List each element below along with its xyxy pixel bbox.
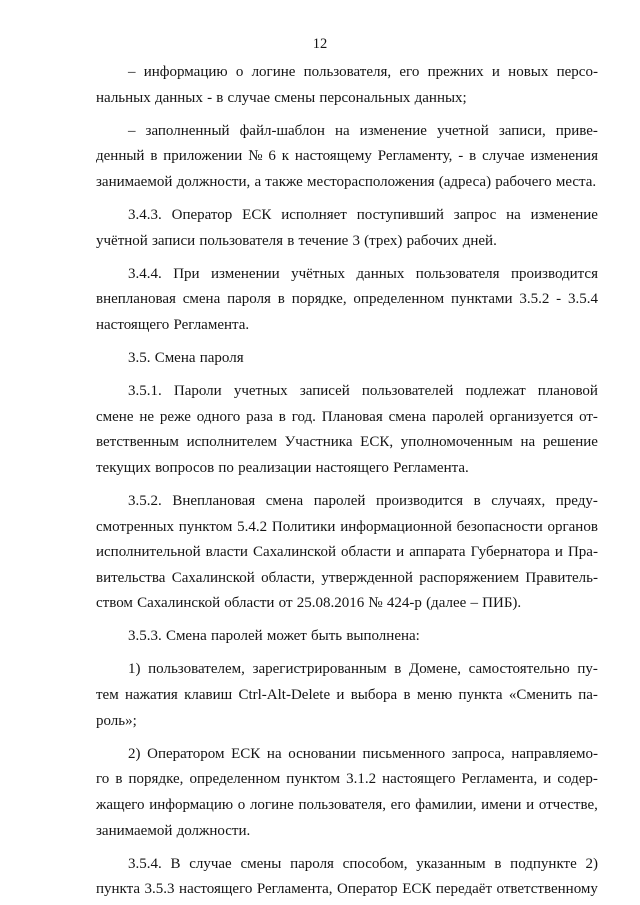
word: и [336, 687, 345, 704]
word: Регламенту, [377, 148, 453, 165]
word: пунктом [178, 518, 233, 535]
word: Правитель- [525, 569, 598, 586]
word: Ctrl-Alt-Delete [238, 687, 331, 704]
text-line [128, 742, 598, 768]
text-line [96, 540, 598, 566]
word: аппарата [409, 544, 466, 561]
word: – [128, 64, 136, 80]
page-number: 12 [312, 36, 328, 52]
word: настоящего [96, 316, 170, 333]
word: файл-шаблон [239, 122, 325, 139]
word: занимаемой [96, 822, 173, 839]
text-line [96, 170, 598, 196]
word: выбора [350, 687, 398, 704]
word: пароля [227, 291, 271, 308]
word: области, [261, 569, 316, 586]
text-line [96, 566, 598, 592]
paragraph-gap [96, 650, 598, 658]
paragraph-gap [96, 338, 598, 346]
word: Политики [271, 518, 336, 535]
word: в [115, 771, 123, 788]
text-line [96, 430, 598, 456]
word: по [218, 459, 234, 476]
text-line [128, 119, 598, 145]
word: дней. [462, 232, 497, 249]
word: безопасности [456, 518, 543, 535]
text-line [96, 767, 598, 793]
word: – [128, 122, 136, 139]
word: меню [416, 687, 453, 704]
word: записи [152, 232, 196, 249]
text-line [96, 877, 598, 903]
word: власти [205, 544, 248, 561]
word: изменение [530, 206, 598, 223]
text-line [128, 203, 598, 229]
word: 2) [128, 745, 141, 762]
word: смотренных [96, 518, 174, 535]
text-line [128, 346, 598, 372]
word: персональных [319, 89, 411, 106]
text-line [96, 709, 598, 735]
word: тем [96, 687, 119, 704]
word: поступивший [356, 206, 444, 223]
word: подпункте [510, 855, 577, 872]
word: в [403, 687, 411, 704]
word: в [216, 89, 224, 106]
word: смена [388, 408, 427, 425]
word: Пра- [567, 544, 598, 561]
word: «Сменить [508, 687, 572, 704]
word: настоящего [315, 459, 389, 476]
word: настоящего [179, 881, 253, 898]
text-line [128, 60, 598, 86]
word: определенном [353, 291, 445, 308]
word: ЕСК [231, 745, 261, 762]
word: пользователя [415, 265, 500, 282]
word: исполняет [281, 206, 347, 223]
word: - [458, 148, 464, 165]
word: на [506, 206, 521, 223]
word: 3.5.2 [519, 291, 550, 308]
word: персо- [556, 64, 598, 80]
word: - [556, 291, 562, 308]
word: а [254, 173, 262, 190]
text-line [96, 793, 598, 819]
word: информацию [149, 796, 234, 813]
word: направляемо- [511, 745, 598, 762]
word: 2) [585, 855, 598, 872]
word: в [277, 291, 285, 308]
word: Внеплановая [172, 492, 256, 509]
word: учетной [436, 122, 489, 139]
text-line [96, 683, 598, 709]
word: (адреса) [438, 173, 492, 190]
word: органов [547, 518, 598, 535]
word: в [150, 148, 158, 165]
text-line [96, 287, 598, 313]
word: области [341, 544, 392, 561]
word: имени [481, 796, 522, 813]
text-line [96, 591, 598, 617]
document-body [96, 60, 598, 903]
word: реже [159, 408, 191, 425]
paragraph-gap [96, 734, 598, 742]
word: распоряжением [419, 569, 519, 586]
text-line [96, 86, 598, 112]
word: Сахалинской [137, 595, 221, 612]
word: пользователя, [303, 64, 392, 80]
word: В [170, 855, 181, 872]
word: 5.4.2 [237, 518, 268, 535]
word: решение [542, 434, 598, 451]
word: ством [96, 595, 133, 612]
word: изменение [359, 122, 427, 139]
word: приложении [163, 148, 243, 165]
word: смены [240, 855, 282, 872]
word: 6 [268, 148, 276, 165]
text-line [128, 852, 598, 878]
word: письменного [362, 745, 446, 762]
word: логине [249, 796, 294, 813]
word: области [224, 595, 275, 612]
word: пунктами [450, 291, 513, 308]
word: случаях, [491, 492, 546, 509]
word: жащего [96, 796, 145, 813]
word: ЕСК [242, 206, 272, 223]
word: Оператор [337, 881, 398, 898]
word: подлежат [465, 383, 526, 400]
word: Губернатора [470, 544, 550, 561]
word: способом, [342, 855, 408, 872]
word: самостоятельно [468, 661, 570, 678]
word: записей [299, 383, 350, 400]
word: пароля [290, 855, 334, 872]
text-line [96, 456, 598, 482]
word: пароля [199, 349, 244, 366]
word: смена [182, 291, 221, 308]
word: содер- [557, 771, 598, 788]
word: новых [508, 64, 549, 80]
word: выполнена: [346, 628, 420, 645]
word: Регламента. [393, 459, 469, 476]
word: настоящего [382, 771, 456, 788]
text-line [128, 657, 598, 683]
word: занимаемой [96, 173, 173, 190]
word: па- [578, 687, 598, 704]
word: информационной [340, 518, 452, 535]
word: и [396, 544, 405, 561]
word: раза [246, 408, 273, 425]
word: на [334, 122, 350, 139]
word: клавиш [184, 687, 233, 704]
word: 1) [128, 661, 141, 678]
word: зарегистрированным [252, 661, 387, 678]
word: его [399, 64, 420, 80]
word: изменения [530, 148, 598, 165]
word: Регламента, [256, 881, 333, 898]
word: производится [376, 492, 463, 509]
word: - [207, 89, 213, 106]
word: производится [510, 265, 598, 282]
word: информацию [143, 64, 228, 80]
word: записи, [498, 122, 546, 139]
word: 3.4.3. [128, 206, 162, 223]
word: смены [274, 89, 316, 106]
text-line [96, 313, 598, 339]
word: настоящему [294, 148, 372, 165]
word: роль»; [96, 712, 137, 729]
word: учётных [291, 265, 345, 282]
word: Пароли [173, 383, 222, 400]
word: Смена [165, 628, 207, 645]
word: о [235, 64, 244, 80]
word: – [470, 595, 478, 612]
word: пу- [577, 661, 598, 678]
word: внеплановая [96, 291, 176, 308]
word: пунктом [286, 771, 340, 788]
word: При [173, 265, 200, 282]
word: 3.5.3 [144, 881, 175, 898]
word: также [265, 173, 303, 190]
word: течение [298, 232, 349, 249]
word: исполнительной [96, 544, 201, 561]
text-line [96, 229, 598, 255]
word: реализации [238, 459, 312, 476]
word: Сахалинской [252, 544, 336, 561]
word: учетных [233, 383, 288, 400]
word: и [543, 771, 552, 788]
word: запроса, [451, 745, 505, 762]
word: Регламента. [173, 316, 250, 333]
word: год. [291, 408, 316, 425]
word: утвержденной [321, 569, 413, 586]
paragraph-gap [96, 372, 598, 380]
text-line [128, 262, 598, 288]
text-line [96, 405, 598, 431]
word: 3.5. [128, 349, 151, 366]
word: Оператор [171, 206, 233, 223]
word: от- [579, 408, 598, 425]
word: организуется [489, 408, 574, 425]
text-line [128, 624, 598, 650]
word: к [281, 148, 290, 165]
word: вопросов [155, 459, 215, 476]
word: ПИБ). [482, 595, 522, 612]
text-line [96, 144, 598, 170]
word: определенном [189, 771, 281, 788]
word: в [394, 661, 402, 678]
word: в [469, 148, 477, 165]
word: пользователя [199, 232, 284, 249]
word: 3.5.4. [128, 855, 162, 872]
word: Плановая [321, 408, 383, 425]
word: Домене, [408, 661, 462, 678]
word: может [266, 628, 307, 645]
word: исполнителем [186, 434, 277, 451]
word: одного [196, 408, 241, 425]
word: 3.4.4. [128, 265, 162, 282]
word: го [96, 771, 110, 788]
word: 3.1.2 [346, 771, 377, 788]
word: прежних [427, 64, 484, 80]
word: основании [288, 745, 356, 762]
paragraph-gap [96, 844, 598, 852]
word: порядке, [291, 291, 347, 308]
text-line [128, 379, 598, 405]
word: 3.5.1. [128, 383, 162, 400]
paragraph-gap [96, 195, 598, 203]
word: заполненный [145, 122, 230, 139]
word: порядке, [128, 771, 184, 788]
word: случае [189, 855, 232, 872]
word: учётной [96, 232, 148, 249]
word: на [266, 745, 282, 762]
word: рабочего [495, 173, 552, 190]
word: паролей [210, 628, 263, 645]
paragraph-gap [96, 481, 598, 489]
word: текущих [96, 459, 151, 476]
word: в [278, 408, 286, 425]
word: передаёт [435, 881, 493, 898]
word: денный [96, 148, 145, 165]
word: от [278, 595, 293, 612]
word: пользователя, [298, 796, 386, 813]
word: не [139, 408, 155, 425]
word: места. [555, 173, 597, 190]
word: случае [227, 89, 271, 106]
word: в [287, 232, 295, 249]
word: указанным [416, 855, 486, 872]
word: в [473, 492, 481, 509]
word: должности. [176, 822, 251, 839]
word: пользователем, [148, 661, 245, 678]
word: 3.5.3. [128, 628, 162, 645]
word: быть [311, 628, 343, 645]
word: 424-р [386, 595, 422, 612]
word: его [390, 796, 411, 813]
word: и [526, 796, 535, 813]
paragraph-gap [96, 617, 598, 625]
word: ветственным [96, 434, 179, 451]
word: № [248, 148, 263, 165]
text-line [96, 515, 598, 541]
word: ЕСК, [360, 434, 394, 451]
word: № [368, 595, 383, 612]
word: на [520, 434, 536, 451]
word: ответственному [496, 881, 598, 898]
word: 3 [352, 232, 360, 249]
word: рабочих [406, 232, 459, 249]
word: нажатия [125, 687, 178, 704]
word: паролей [313, 492, 366, 509]
text-line [96, 819, 598, 845]
word: фамилии, [415, 796, 477, 813]
word: должности, [176, 173, 251, 190]
paragraph-gap [96, 254, 598, 262]
word: данных; [414, 89, 467, 106]
word: месторасположения [307, 173, 435, 190]
word: случае [482, 148, 525, 165]
word: ЕСК [402, 881, 432, 898]
word: изменении [211, 265, 280, 282]
word: смена [265, 492, 304, 509]
word: 3.5.2. [128, 492, 162, 509]
word: Регламента, [461, 771, 538, 788]
word: пункта [458, 687, 503, 704]
word: приве- [555, 122, 598, 139]
word: Участника [284, 434, 353, 451]
word: Сахалинской [171, 569, 255, 586]
word: 3.5.4 [567, 291, 598, 308]
word: преду- [555, 492, 598, 509]
word: данных [356, 265, 405, 282]
word: вительства [96, 569, 166, 586]
text-line [128, 489, 598, 515]
paragraph-gap [96, 111, 598, 119]
word: и [554, 544, 563, 561]
word: (трех) [364, 232, 403, 249]
word: отчестве, [538, 796, 598, 813]
word: паролей [431, 408, 484, 425]
word: пункта [96, 881, 141, 898]
word: смене [96, 408, 134, 425]
word: данных [154, 89, 203, 106]
word: в [494, 855, 502, 872]
word: (далее [426, 595, 467, 612]
word: нальных [96, 89, 151, 106]
word: Оператором [147, 745, 225, 762]
word: 25.08.2016 [296, 595, 365, 612]
word: о [237, 796, 246, 813]
word: логине [251, 64, 296, 80]
word: пользователей [361, 383, 454, 400]
word: уполномоченным [400, 434, 513, 451]
word: Смена [154, 349, 196, 366]
word: плановой [537, 383, 598, 400]
word: и [491, 64, 500, 80]
word: запрос [453, 206, 497, 223]
